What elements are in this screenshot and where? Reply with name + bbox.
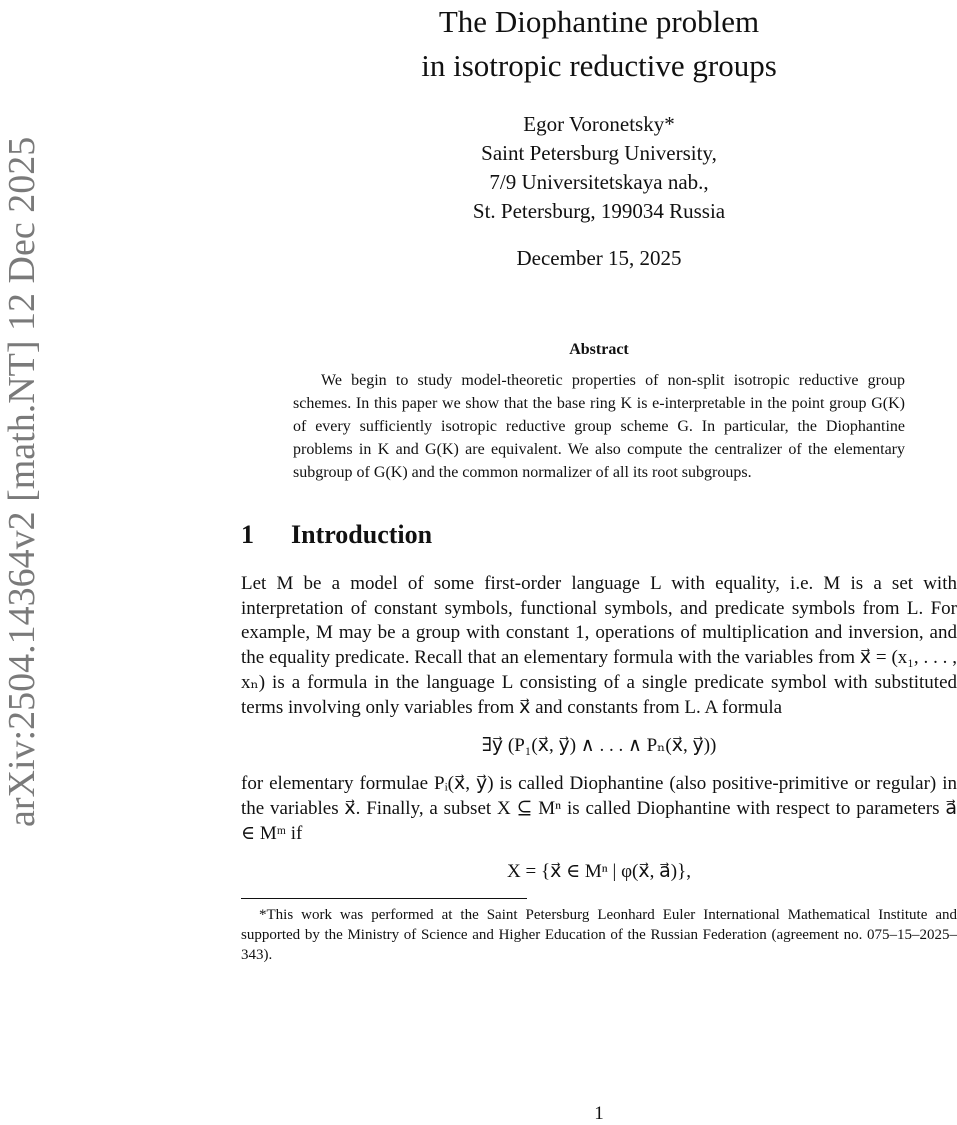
- arxiv-stamp: arXiv:2504.14364v2 [math.NT] 12 Dec 2025: [1, 136, 43, 828]
- abstract-heading: Abstract: [569, 341, 629, 358]
- affiliation-line-1: Saint Petersburg University,: [481, 141, 717, 165]
- abstract: [293, 339, 905, 484]
- title-block: [241, 0, 957, 88]
- footnote: *This work was performed at the Saint Petersburg Leonhard Euler International Mathematical Institute and supported by the Ministry of Science and Higher Education of the Russian Federation (agreement no. 075–15–2025–343).: [241, 907, 957, 964]
- footnote-rule: [241, 898, 527, 899]
- section-number: 1: [241, 520, 254, 549]
- section-heading: [241, 518, 957, 552]
- display-formula-1: ∃y⃗ (P₁(x⃗, y⃗) ∧ . . . ∧ Pₙ(x⃗, y⃗)): [481, 735, 717, 757]
- intro-paragraph-1: Let M be a model of some first-order language L with equality, i.e. M is a set with interpretation of constant symbols, functional symbols, and predicate symbols from L. For example, M may be a group with constant 1, operations of multiplication and inversion, and the equality predicate. Recall that an elementary formula with the variables from x⃗ = (x₁, . . . , xₙ) is a formula in the language L consisting of a single predicate symbol with substituted terms involving only variables from x⃗ and constants from L. A formula: [241, 573, 957, 718]
- intro-paragraph-2: for elementary formulae Pᵢ(x⃗, y⃗) is called Diophantine (also positive-primitive or regular) in the variables x⃗. Finally, a subset X ⊆ Mⁿ is called Diophantine with respect to parameters a⃗ ∈ Mᵐ if: [241, 773, 957, 844]
- page-number: 1: [594, 1103, 604, 1124]
- affiliation-line-2: 7/9 Universitetskaya nab.,: [489, 170, 709, 194]
- author-block: [241, 110, 957, 226]
- author-name: Egor Voronetsky*: [523, 112, 675, 136]
- title-line-2: in isotropic reductive groups: [421, 48, 777, 83]
- display-formula-2: X = {x⃗ ∈ Mⁿ | φ(x⃗, a⃗)},: [507, 861, 691, 883]
- title-line-1: The Diophantine problem: [438, 4, 760, 39]
- abstract-body: We begin to study model-theoretic properties of non-split isotropic reductive group schemes. In this paper we show that the base ring K is e-interpretable in the point group G(K) of every sufficiently isotropic reductive group scheme G. In particular, the Diophantine problems in K and G(K) are equivalent. We also compute the centralizer of the elementary subgroup of G(K) and the common normalizer of all its root subgroups.: [293, 372, 905, 481]
- paper-date: December 15, 2025: [516, 246, 682, 270]
- affiliation-line-3: St. Petersburg, 199034 Russia: [472, 199, 726, 223]
- paper-page: [241, 0, 957, 965]
- section-title: Introduction: [291, 520, 433, 549]
